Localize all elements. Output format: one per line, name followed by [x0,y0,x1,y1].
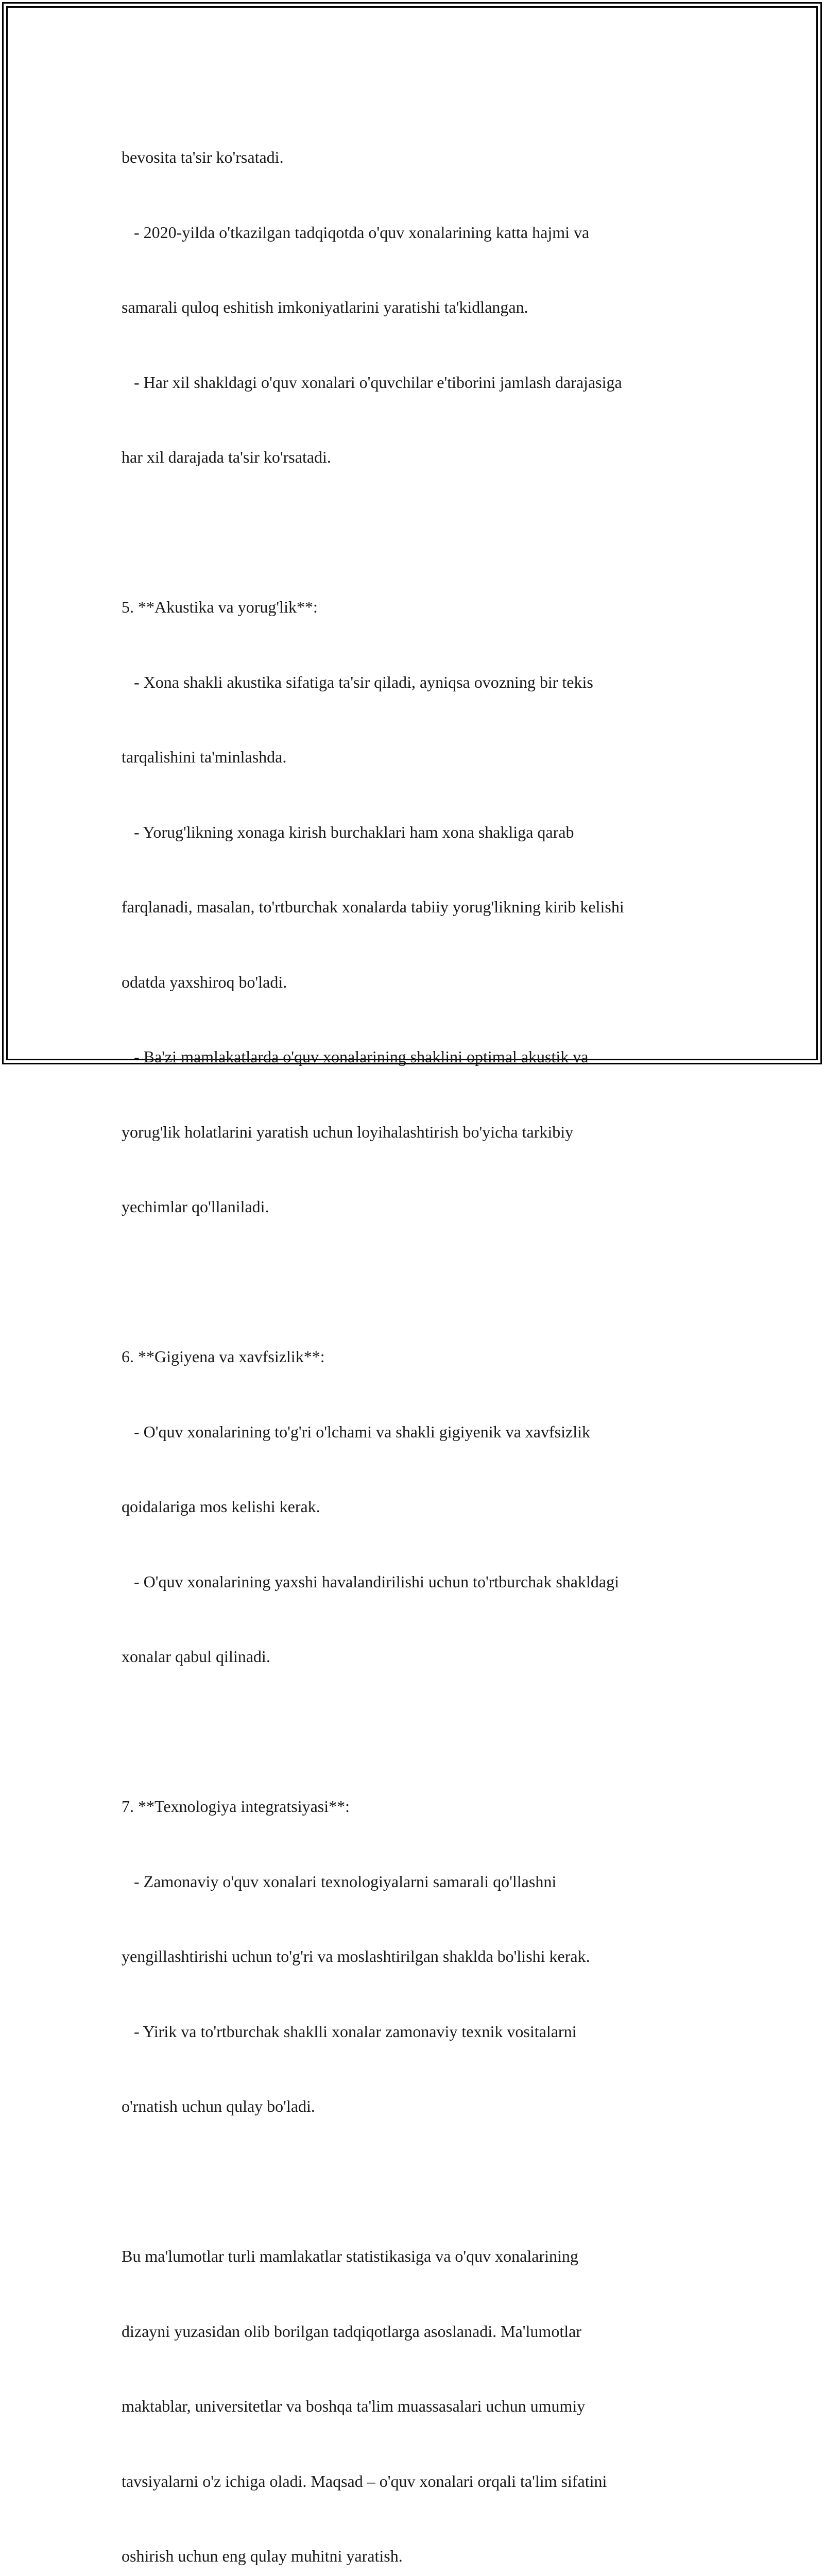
text-line: yechimlar qo'llaniladi. [122,1197,269,1216]
text-line: yengillashtirishi uchun to'g'ri va moslashtirilgan shaklda bo'lishi kerak. [122,1947,590,1965]
text-line: samarali quloq eshitish imkoniyatlarini yaratishi ta'kidlangan. [122,298,528,316]
text-line: - Yorug'likning xonaga kirish burchaklari ham xona shakliga qarab [122,822,574,841]
text-line: - Yirik va to'rtburchak shaklli xonalar zamonaviy texnik vositalarni [122,2022,577,2041]
text-line: xonalar qabul qilinadi. [122,1647,270,1666]
conclusion-line: maktablar, universitetlar va boshqa ta'lim muassasalari uchun umumiy [122,2397,586,2415]
text-line: - Ba'zi mamlakatlarda o'quv xonalarining shaklini optimal akustik va [122,1047,589,1066]
text-line: farqlanadi, masalan, to'rtburchak xonalarda tabiiy yorug'likning kirib kelishi [122,897,624,916]
section-heading: 7. **Texnologiya integratsiyasi**: [122,1797,350,1816]
text-line: o'rnatish uchun qulay bo'ladi. [122,2097,315,2115]
text-line: - 2020-yilda o'tkazilgan tadqiqotda o'quv xonalarining katta hajmi va [122,223,590,242]
blank-line [122,2169,729,2194]
blank-line [122,1269,729,1295]
text-line: - O'quv xonalarining yaxshi havalandirilishi uchun to'rtburchak shakldagi [122,1572,619,1591]
blank-line [122,520,729,545]
text-line: bevosita ta'sir ko'rsatadi. [122,148,284,166]
text-line: - Xona shakli akustika sifatiga ta'sir qiladi, ayniqsa ovozning bir tekis [122,672,593,691]
text-line: yorug'lik holatlarini yaratish uchun loyihalashtirish bo'yicha tarkibiy [122,1122,574,1141]
text-line: tarqalishini ta'minlashda. [122,748,287,766]
text-line: qoidalariga mos kelishi kerak. [122,1497,320,1516]
conclusion-line: tavsiyalarni o'z ichiga oladi. Maqsad – o'quv xonalari orqali ta'lim sifatini [122,2471,607,2490]
section-heading: 5. **Akustika va yorug'lik**: [122,598,318,616]
text-line: odatda yaxshiroq bo'ladi. [122,972,287,991]
text-line: - Zamonaviy o'quv xonalari texnologiyalarni samarali qo'llashni [122,1872,557,1891]
conclusion-line: Bu ma'lumotlar turli mamlakatlar statistikasiga va o'quv xonalarining [122,2247,578,2265]
document-body [122,95,729,2576]
section-heading: 6. **Gigiyena va xavfsizlik**: [122,1347,325,1366]
blank-line [122,1719,729,1744]
text-line: - O'quv xonalarining to'g'ri o'lchami va shakli gigiyenik va xavfsizlik [122,1422,590,1441]
conclusion-line: dizayni yuzasidan olib borilgan tadqiqotlarga asoslanadi. Ma'lumotlar [122,2321,581,2341]
conclusion-line: oshirish uchun eng qulay muhitni yaratish. [122,2547,403,2565]
text-line: har xil darajada ta'sir ko'rsatadi. [122,448,331,466]
text-line: - Har xil shakldagi o'quv xonalari o'quvchilar e'tiborini jamlash darajasiga [122,372,622,392]
